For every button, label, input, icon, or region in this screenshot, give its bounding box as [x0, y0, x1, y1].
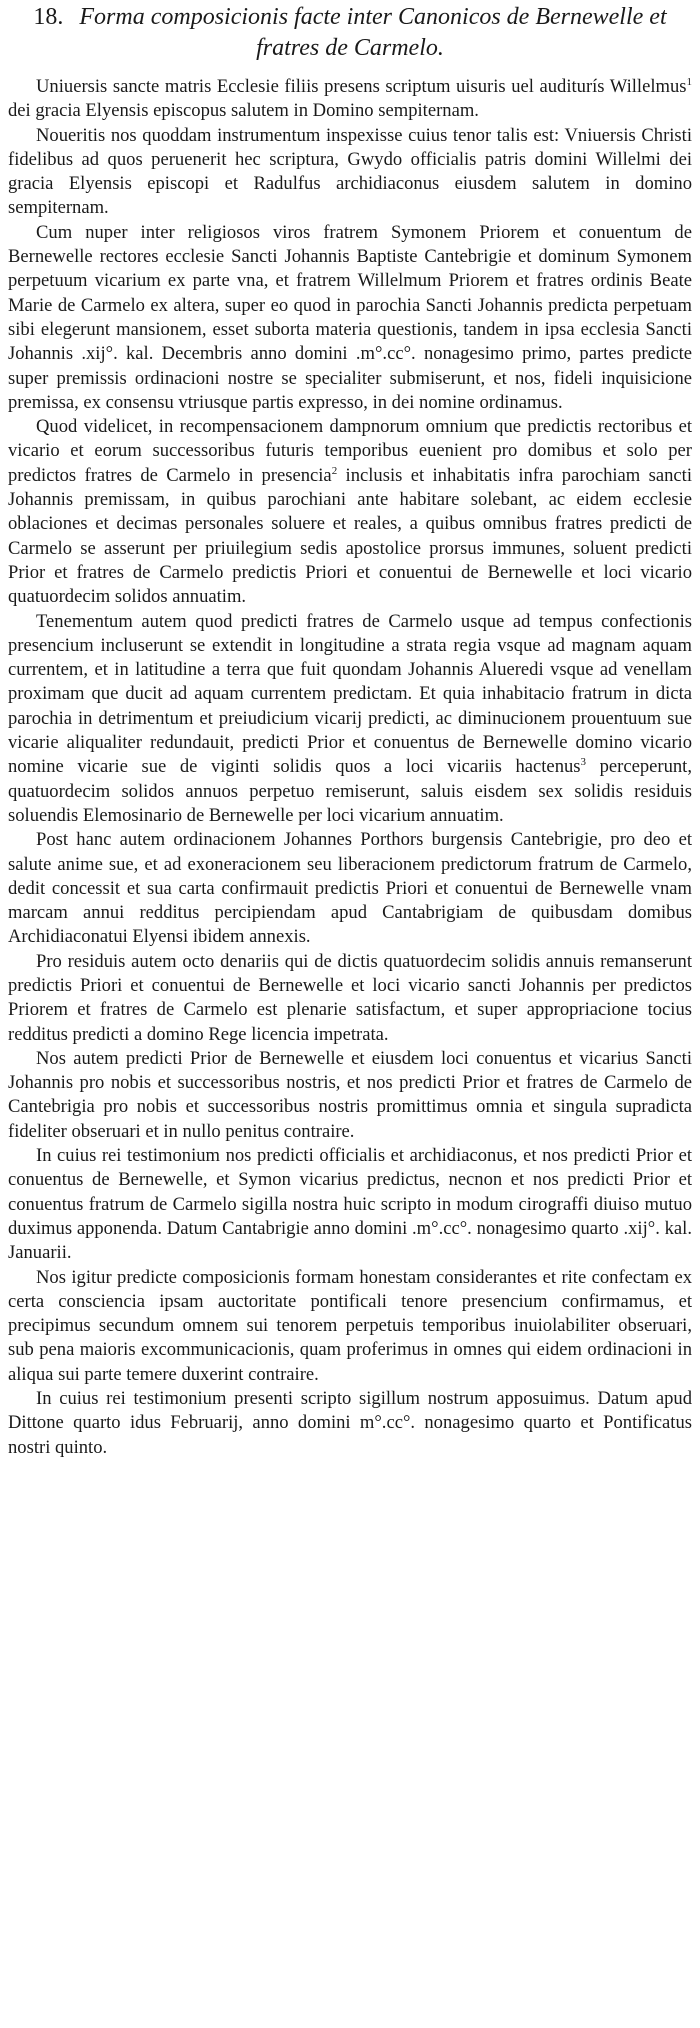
paragraph-address	[8, 75, 692, 124]
paragraph-compensation	[8, 415, 692, 609]
footnote-marker: 2	[331, 464, 338, 477]
paragraph-text: Tenementum autem quod predicti fratres de Carmelo usque ad tempus confectionis presencium incluserunt se extendit in longitudine a strata regia vsque ad magnam aquam currentem, et in latitudine a terra que fuit quondam Johannis Alueredi vsque ad venellam proximam que ducit ad aquam currentem predictam. Et quia inhabitacio fratrum in dicta parochia in detrimentum et preiudicium vicarij predicti, ac diminucionem prouentuum sue vicarie aliqualiter redundauit, predicti Prior et conuentus de Bernewelle domino vicario nomine vicarie sue de viginti solidis quos a loci vicariis hactenus	[8, 610, 692, 778]
paragraph-text: perceperunt, quatuordecim solidos annuos perpetuo remiserunt, saluis eisdem sex solidis residuis soluendis Elemosinario de Bernewelle per loci vicarium annuatim.	[8, 756, 692, 826]
paragraph-dispute: Cum nuper inter religiosos viros fratrem Symonem Priorem et conuentum de Bernewelle rectores ecclesie Sancti Johannis Baptiste Cantebrigie et dominum Symonem perpetuum vicarium ex parte vna, et fratrem Willelmum Priorem et fratres ordinis Beate Marie de Carmelo ex altera, super eo quod in parochia Sancti Johannis predicta perpetuam sibi elegerunt mansionem, esset suborta materia questionis, tandem in ipsa ecclesia Sancti Johannis .xij°. kal. Decembris anno domini .m°.cc°. nonagesimo primo, partes predicte super premissis ordinacioni nostre se specialiter submiserunt, et nos, fideli inquisicione premissa, ex consensu vtriusque partis expresso, in dei nomine ordinamus.	[8, 221, 692, 413]
paragraph-text: Uniuersis sancte matris Ecclesie filiis presens scriptum uisuris uel auditurís Willelmus	[36, 76, 687, 97]
paragraph-text: dei gracia Elyensis episcopus salutem in Domino sempiternam.	[8, 100, 479, 122]
paragraph-text: inclusis et inhabitatis infra parochiam sancti Johannis premissam, in quibus parochiani ante habitare solebant, ac eidem ecclesie oblaciones et decimas personales soluere et reales, a quibus omnibus fratres predicti de Carmelo se asserunt per priuilegium sedis apostolice prorsus immunes, soluent predicti Prior et fratres de Carmelo predictis Priori et conuentui de Bernewelle et loci vicario quatuordecim solidos annuatim.	[8, 464, 692, 608]
paragraph-dating: In cuius rei testimonium presenti scripto sigillum nostrum apposuimus. Datum apud Dittone quarto idus Februarij, anno domini m°.cc°. nonagesimo quarto et Pontificatus nostri quinto.	[8, 1388, 692, 1458]
document-title: Forma composicionis facte inter Canonicos de Bernewelle et fratres de Carmelo.	[79, 4, 667, 61]
paragraph-sealing: In cuius rei testimonium nos predicti officialis et archidiaconus, et nos predicti Prior et conuentus de Bernewelle, et Symon vicarius predictus, necnon et nos predicti Prior et conuentus fratrum de Carmelo sigilla nostra huic scripto in modum cirograffi diuiso mutuo duximus apponenda. Datum Cantabrigie anno domini .m°.cc°. nonagesimo quarto .xij°. kal. Januarii.	[8, 1145, 692, 1264]
footnote-marker: 3	[580, 756, 587, 769]
paragraph-porthors-gift: Post hanc autem ordinacionem Johannes Porthors burgensis Cantebrigie, pro deo et salute anime sue, et ad exoneracionem seu liberacionem predictorum fratrum de Carmelo, dedit concessit et sua carta confirmauit predictis Priori et conuentui de Bernewelle vnam marcam annui redditus percipiendam apud Cantabrigiam de quibusdam domibus Archidiaconatui Elyensi ibidem annexis.	[8, 829, 692, 948]
document-page	[8, 0, 692, 2028]
document-heading	[8, 0, 692, 64]
paragraph-tenement	[8, 610, 692, 829]
paragraph-residue: Pro residuis autem octo denariis qui de dictis quatuordecim solidis annuis remanserunt predictis Priori et conuentui de Bernewelle et loci vicario sancti Johannis per predictos Priorem et fratres de Carmelo est plenarie satisfactum, et super appropriacione tocius redditus predicti a domino Rege licencia impetrata.	[8, 950, 692, 1045]
document-body	[8, 75, 692, 1460]
document-number: 18.	[33, 4, 64, 30]
paragraph-confirmation: Nos igitur predicte composicionis formam honestam considerantes et rite confectam ex certa consciencia ipsam auctoritate pontificali tenore presencium confirmamus, et precipimus secundum omnem sui tenorem perpetuis temporibus inuiolabiliter obseruari, sub pena maioris excommunicacionis, quam proferimus in omnes qui eidem ordinacioni in aliqua sui parte temere duxerint contraire.	[8, 1266, 692, 1385]
footnote-marker: 1	[686, 75, 692, 88]
paragraph-promise: Nos autem predicti Prior de Bernewelle et eiusdem loci conuentus et vicarius Sancti Johannis pro nobis et successoribus nostris, et nos predicti Prior et fratres de Carmelo de Cantebrigia pro nobis et successoribus nostris promittimus omnia et singula supradicta fideliter obseruari et in nullo penitus contraire.	[8, 1047, 692, 1142]
paragraph-instrument: Noueritis nos quoddam instrumentum inspexisse cuius tenor talis est: Vniuersis Christi fidelibus ad quos peruenerit hec scriptura, Gwydo officialis patris domini Willelmi dei gracia Elyensis episcopi et Radulfus archidiaconus eiusdem salutem in domino sempiternam.	[8, 124, 692, 219]
paragraph-text: Quod videlicet, in recompensacionem dampnorum omnium que predictis rectoribus et vicario et eorum successoribus futuris temporibus euenient pro domibus et solo per predictos fratres de Carmelo in presencia	[8, 416, 692, 486]
